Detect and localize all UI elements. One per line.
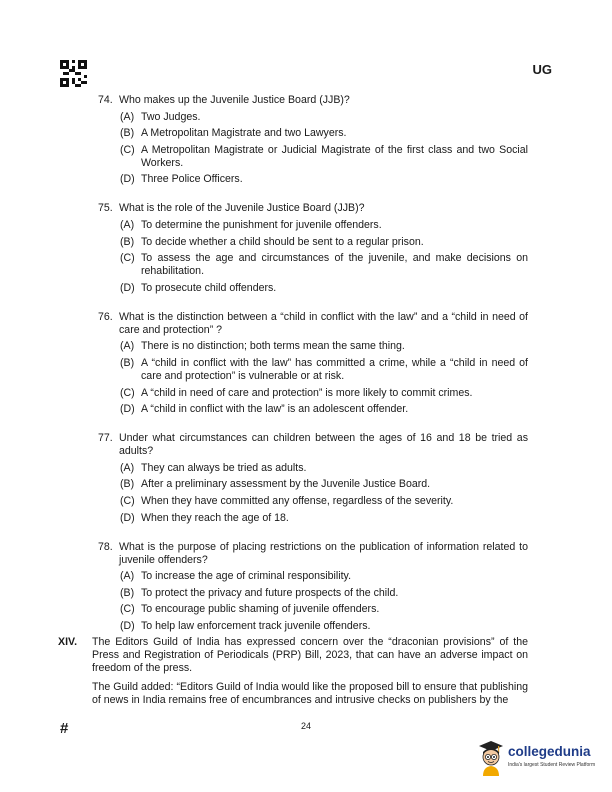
section-number: XIV. — [58, 636, 78, 648]
option-a: (A) To determine the punishment for juvenile offenders. — [120, 218, 382, 231]
option-d: (D) Three Police Officers. — [120, 173, 243, 186]
page-number: 24 — [300, 721, 311, 731]
option-c: (C) A Metropolitan Magistrate or Judicial Magistrate of the first class and two Social Workers. — [120, 143, 528, 169]
option-d: (D) A “child in conflict with the law” is an adolescent offender. — [120, 403, 409, 416]
question-number: 77. — [98, 432, 113, 445]
option-b: (B) To protect the privacy and future prospects of the child. — [120, 586, 399, 599]
option-a: (A) Two Judges. — [120, 110, 201, 123]
question-number: 76. — [98, 310, 113, 323]
hash-mark: # — [60, 720, 69, 737]
logo-wordmark: collegedunia — [508, 744, 591, 759]
collegedunia-logo — [470, 738, 610, 782]
option-b: (B) A “child in conflict with the law” has committed a crime, while a “child in need of care and protection” is vulnerable or at risk. — [120, 356, 528, 382]
question-item — [98, 94, 528, 186]
option-b: (B) A Metropolitan Magistrate and two Lawyers. — [120, 127, 347, 140]
option-a: (A) To increase the age of criminal responsibility. — [120, 570, 352, 583]
question-number: 75. — [98, 202, 113, 215]
question-item — [98, 311, 528, 416]
passage-paragraph: The Editors Guild of India has expressed concern over the “draconian provisions” of the Press and Registration of Periodicals (PRP) Bill, 2023, that can have an adverse impact on freedom of the press. — [92, 636, 528, 674]
question-text: Who makes up the Juvenile Justice Board (JJB)? — [119, 94, 350, 106]
option-d: (D) When they reach the age of 18. — [120, 511, 289, 524]
paper-code: UG — [532, 62, 552, 77]
option-c: (C) A “child in need of care and protection” is more likely to commit crimes. — [120, 386, 473, 399]
option-b: (B) After a preliminary assessment by the Juvenile Justice Board. — [120, 478, 431, 491]
option-d: (D) To prosecute child offenders. — [120, 281, 277, 294]
logo-tagline: India's largest Student Review Platform — [508, 762, 596, 768]
option-a: (A) There is no distinction; both terms mean the same thing. — [120, 340, 405, 353]
option-a: (A) They can always be tried as adults. — [120, 461, 307, 474]
option-b: (B) To decide whether a child should be sent to a regular prison. — [120, 235, 424, 248]
option-c: (C) To assess the age and circumstances of the juvenile, and make decisions on rehabilitation. — [120, 252, 528, 278]
question-text: What is the distinction between a “child in conflict with the law” and a “child in need of care and protection” ? — [119, 310, 528, 336]
question-number: 74. — [98, 94, 113, 106]
question-number: 78. — [98, 540, 113, 553]
passage-section — [58, 636, 528, 713]
qr-code-icon — [60, 60, 87, 87]
question-item — [98, 541, 528, 633]
option-d: (D) To help law enforcement track juvenile offenders. — [120, 619, 371, 632]
option-c: (C) To encourage public shaming of juvenile offenders. — [120, 603, 380, 616]
question-text: Under what circumstances can children between the ages of 16 and 18 be tried as adults? — [119, 432, 528, 458]
question-item — [98, 432, 528, 524]
question-item — [98, 202, 528, 294]
question-text: What is the role of the Juvenile Justice Board (JJB)? — [119, 202, 365, 215]
option-c: (C) When they have committed any offense, regardless of the severity. — [120, 494, 454, 507]
graduate-mascot-icon — [478, 740, 504, 776]
passage-paragraph: The Guild added: “Editors Guild of India would like the proposed bill to ensure that publishing of news in India remains free of encumbrances and intrusive checks on publishers by the — [92, 681, 528, 706]
question-list — [98, 94, 528, 649]
question-text: What is the purpose of placing restrictions on the publication of information related to juvenile offenders? — [119, 540, 528, 566]
